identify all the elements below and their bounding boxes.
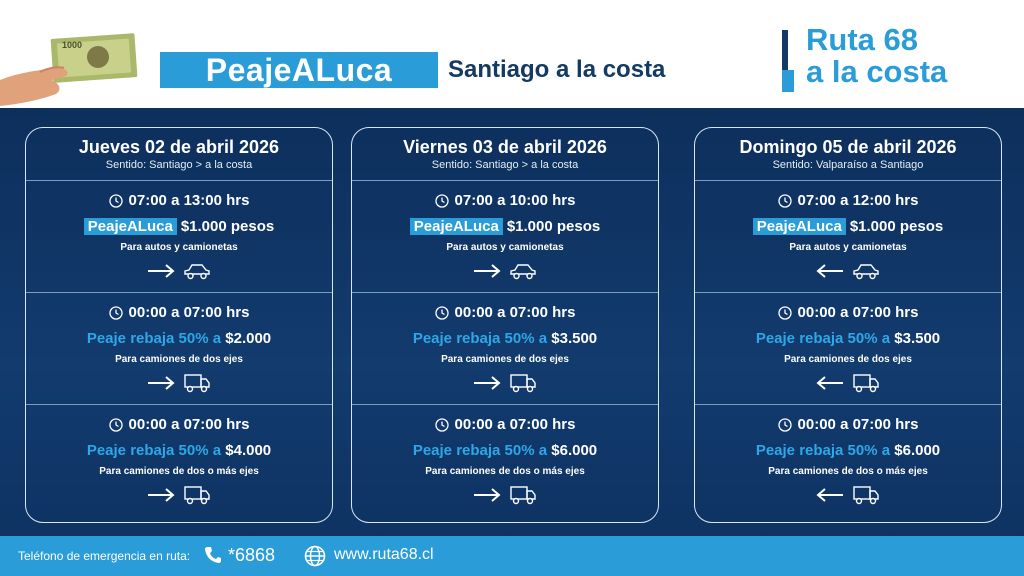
- clock-icon: [435, 306, 449, 320]
- vehicle-description: Para camiones de dos o más ejes: [768, 466, 928, 477]
- brand-title: PeajeALuca: [160, 52, 438, 88]
- clock-icon: [435, 194, 449, 208]
- arrow-right-icon: [146, 487, 176, 503]
- discount-label: Peaje rebaja 50% a: [412, 442, 548, 459]
- price-value: $4.000: [225, 442, 272, 459]
- vehicle-description: Para camiones de dos o más ejes: [425, 466, 585, 477]
- vehicle-description: Para autos y camionetas: [789, 242, 907, 253]
- footer: [0, 536, 1024, 576]
- time-range: [26, 405, 332, 434]
- discount-label: Peaje rebaja 50% a: [755, 330, 891, 347]
- header: [0, 0, 1024, 108]
- time-range: [695, 293, 1001, 322]
- car-icon: [182, 261, 212, 281]
- arrow-right-icon: [146, 375, 176, 391]
- hand-holding-banknote-icon: [0, 28, 140, 108]
- peajealuca-badge: PeajeALuca: [410, 218, 503, 235]
- price-value: $1.000 pesos: [180, 218, 275, 235]
- card-date-title: Viernes 03 de abril 2026: [403, 137, 607, 157]
- direction-vehicle-icons: [695, 260, 1001, 282]
- time-range: [26, 293, 332, 322]
- vehicle-description: Para camiones de dos ejes: [115, 354, 243, 365]
- arrow-left-icon: [815, 263, 845, 279]
- price-value: $1.000 pesos: [506, 218, 601, 235]
- direction-vehicle-icons: [352, 372, 658, 394]
- emergency-phone[interactable]: *6868: [228, 545, 276, 565]
- direction-vehicle-icons: [352, 484, 658, 506]
- tariff-segment: [352, 293, 658, 405]
- price-line: [352, 218, 658, 236]
- clock-icon: [778, 418, 792, 432]
- card-date-title: Jueves 02 de abril 2026: [78, 137, 280, 157]
- vehicle-description: Para camiones de dos o más ejes: [99, 466, 259, 477]
- discount-label: Peaje rebaja 50% a: [86, 330, 222, 347]
- peajealuca-badge: PeajeALuca: [753, 218, 846, 235]
- price-line: [352, 442, 658, 460]
- price-value: $1.000 pesos: [849, 218, 944, 235]
- clock-icon: [778, 306, 792, 320]
- arrow-right-icon: [472, 487, 502, 503]
- card-direction: Sentido: Santiago > a la costa: [431, 159, 579, 171]
- logo-line-1: Ruta 68: [806, 22, 918, 57]
- direction-vehicle-icons: [352, 260, 658, 282]
- tariff-segment: [695, 293, 1001, 405]
- card-header: [26, 128, 332, 181]
- discount-label: Peaje rebaja 50% a: [86, 442, 222, 459]
- direction-vehicle-icons: [26, 260, 332, 282]
- truck-icon: [508, 372, 538, 394]
- time-text: 00:00 a 07:00 hrs: [128, 304, 250, 321]
- time-text: 00:00 a 07:00 hrs: [454, 416, 576, 433]
- ruta68-logo-text: [806, 24, 947, 88]
- price-value: $3.500: [894, 330, 941, 347]
- arrow-left-icon: [815, 487, 845, 503]
- direction-vehicle-icons: [26, 484, 332, 506]
- vehicle-description: Para camiones de dos ejes: [784, 354, 912, 365]
- ruta68-logo-icon: [782, 30, 794, 92]
- logo-line-2: a la costa: [806, 54, 948, 89]
- time-text: 07:00 a 10:00 hrs: [454, 192, 576, 209]
- clock-icon: [109, 418, 123, 432]
- truck-icon: [508, 484, 538, 506]
- time-text: 00:00 a 07:00 hrs: [454, 304, 576, 321]
- price-line: [26, 218, 332, 236]
- time-range: [352, 405, 658, 434]
- direction-vehicle-icons: [26, 372, 332, 394]
- car-icon: [508, 261, 538, 281]
- tariff-segment: [695, 181, 1001, 293]
- card-direction: Sentido: Santiago > a la costa: [105, 159, 253, 171]
- tariff-segment: [26, 405, 332, 516]
- tariff-segment: [26, 293, 332, 405]
- card-header: [695, 128, 1001, 181]
- schedule-card: [694, 127, 1002, 523]
- emergency-label: Teléfono de emergencia en ruta:: [18, 549, 191, 563]
- schedule-card: [351, 127, 659, 523]
- clock-icon: [109, 306, 123, 320]
- direction-vehicle-icons: [695, 484, 1001, 506]
- price-line: [695, 442, 1001, 460]
- card-direction: Sentido: Valparaíso a Santiago: [772, 159, 924, 171]
- schedule-area: [0, 108, 1024, 536]
- price-line: [695, 330, 1001, 348]
- price-value: $2.000: [225, 330, 272, 347]
- tariff-segment: [352, 181, 658, 293]
- svg-text:1000: 1000: [62, 40, 83, 50]
- car-icon: [851, 261, 881, 281]
- time-range: [26, 181, 332, 210]
- discount-label: Peaje rebaja 50% a: [755, 442, 891, 459]
- truck-icon: [182, 484, 212, 506]
- page-subtitle: Santiago a la costa: [448, 56, 666, 83]
- time-range: [352, 181, 658, 210]
- discount-label: Peaje rebaja 50% a: [412, 330, 548, 347]
- vehicle-description: Para autos y camionetas: [446, 242, 564, 253]
- price-line: [695, 218, 1001, 236]
- time-range: [695, 181, 1001, 210]
- truck-icon: [851, 372, 881, 394]
- truck-icon: [851, 484, 881, 506]
- arrow-right-icon: [472, 375, 502, 391]
- time-range: [695, 405, 1001, 434]
- vehicle-description: Para camiones de dos ejes: [441, 354, 569, 365]
- price-line: [26, 330, 332, 348]
- arrow-right-icon: [146, 263, 176, 279]
- phone-icon: [204, 546, 222, 564]
- price-line: [26, 442, 332, 460]
- tariff-segment: [352, 405, 658, 516]
- direction-vehicle-icons: [695, 372, 1001, 394]
- arrow-left-icon: [815, 375, 845, 391]
- time-text: 07:00 a 13:00 hrs: [128, 192, 250, 209]
- price-value: $6.000: [551, 442, 598, 459]
- time-text: 00:00 a 07:00 hrs: [128, 416, 250, 433]
- clock-icon: [109, 194, 123, 208]
- price-line: [352, 330, 658, 348]
- time-text: 00:00 a 07:00 hrs: [797, 304, 919, 321]
- vehicle-description: Para autos y camionetas: [120, 242, 238, 253]
- card-header: [352, 128, 658, 181]
- arrow-right-icon: [472, 263, 502, 279]
- price-value: $3.500: [551, 330, 598, 347]
- truck-icon: [182, 372, 212, 394]
- tariff-segment: [26, 181, 332, 293]
- clock-icon: [435, 418, 449, 432]
- time-text: 07:00 a 12:00 hrs: [797, 192, 919, 209]
- clock-icon: [778, 194, 792, 208]
- globe-icon: [304, 545, 326, 567]
- schedule-card: [25, 127, 333, 523]
- tariff-segment: [695, 405, 1001, 516]
- website-link[interactable]: www.ruta68.cl: [334, 546, 434, 563]
- card-date-title: Domingo 05 de abril 2026: [739, 137, 957, 157]
- peajealuca-badge: PeajeALuca: [84, 218, 177, 235]
- time-text: 00:00 a 07:00 hrs: [797, 416, 919, 433]
- time-range: [352, 293, 658, 322]
- price-value: $6.000: [894, 442, 941, 459]
